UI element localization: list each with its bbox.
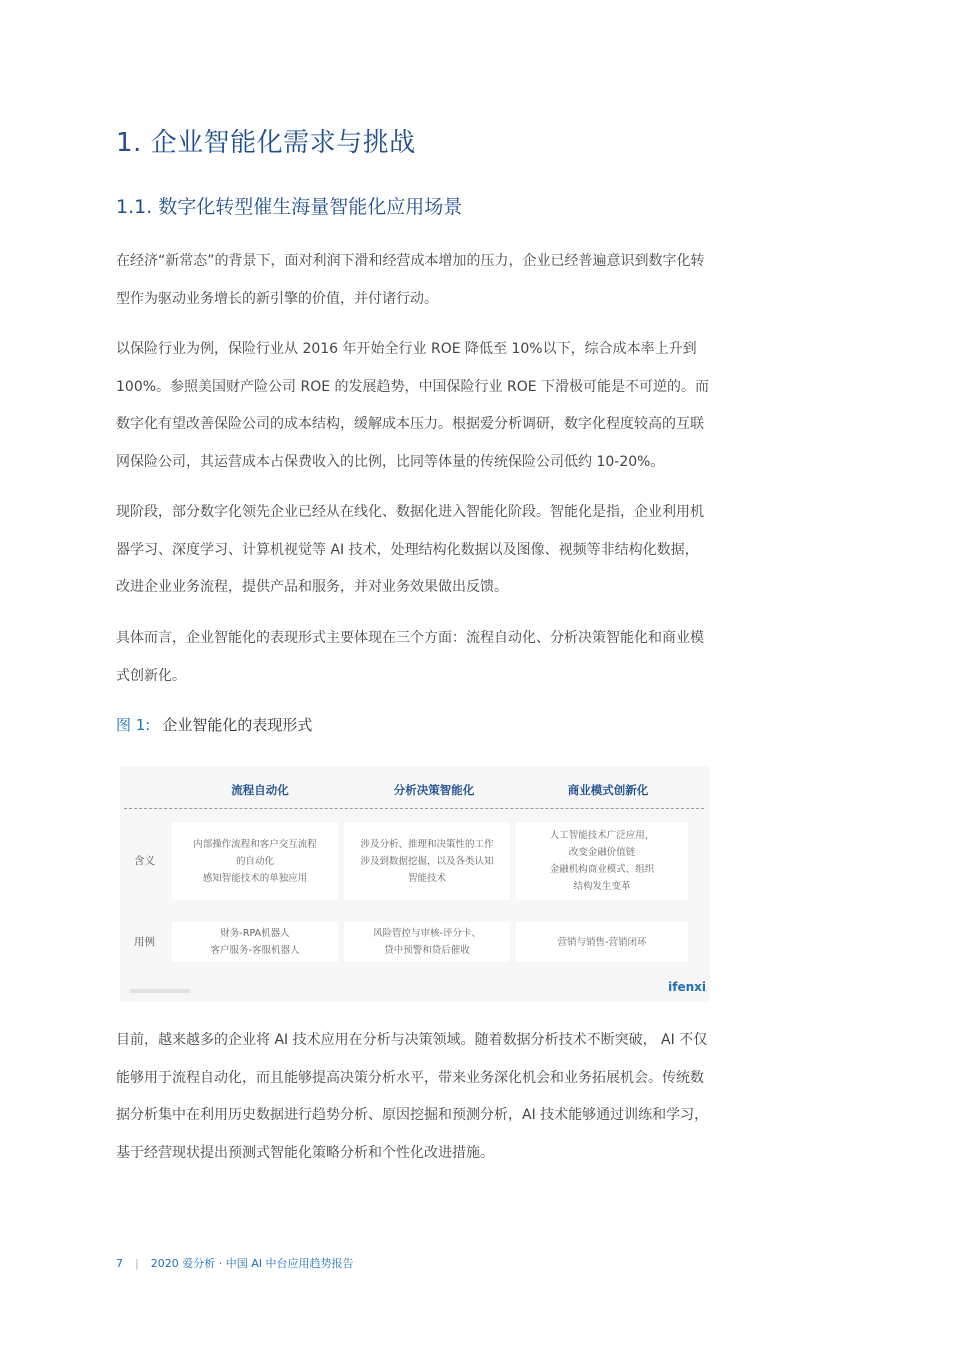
report-title: 2020 爱分析 · 中国 AI 中台应用趋势报告 — [150, 1257, 354, 1270]
figure-column-header: 流程自动化 — [231, 783, 289, 797]
figure-caption — [116, 714, 312, 735]
section-heading: 1. 企业智能化需求与挑战 — [116, 128, 416, 158]
figure-cell-usecase: 财务-RPA机器人 客户服务-客服机器人 — [172, 922, 338, 962]
paragraph-5: 目前，越来越多的企业将 AI 技术应用在分析与决策领域。随着数据分析技术不断突破， AI 不仅能够用于流程自动化，而且能够提高决策分析水平，带来业务深化机会和业务拓展机会。传统数据分析集中在利用历史数据进行趋势分析、原因挖掘和预测分析，AI 技术能够通过训练和学习，基于经营现状提出预测式智能化策略分析和个性化改进措施。 — [116, 1032, 709, 1161]
figure-title: 企业智能化的表现形式 — [162, 716, 313, 734]
figure-source-mark — [130, 989, 190, 993]
figure-cell-usecase: 营销与销售-营销闭环 — [516, 922, 688, 962]
footer-separator: | — [135, 1257, 139, 1270]
ifenxi-logo: ifenxi — [668, 980, 706, 994]
paragraph-3: 现阶段，部分数字化领先企业已经从在线化、数据化进入智能化阶段。智能化是指，企业利用机器学习、深度学习、计算机视觉等 AI 技术，处理结构化数据以及图像、视频等非结构化数据，改进企业业务流程，提供产品和服务，并对业务效果做出反馈。 — [116, 504, 704, 595]
page-footer — [116, 1255, 353, 1271]
figure-cell-meaning: 人工智能技术广泛应用， 改变金融价值链 金融机构商业模式、组织 结构发生变革 — [516, 822, 688, 900]
paragraph-4: 具体而言，企业智能化的表现形式主要体现在三个方面：流程自动化、分析决策智能化和商业模式创新化。 — [116, 630, 704, 684]
figure-table — [120, 766, 710, 1002]
paragraph-1: 在经济“新常态”的背景下，面对利润下滑和经营成本增加的压力，企业已经普遍意识到数字化转型作为驱动业务增长的新引擎的价值，并付诸行动。 — [116, 253, 705, 307]
figure-cell-usecase: 风险管控与审核-评分卡、 贷中预警和贷后催收 — [344, 922, 510, 962]
figure-cell-meaning: 内部操作流程和客户交互流程 的自动化 感知智能技术的单独应用 — [172, 822, 338, 900]
figure-column-header: 分析决策智能化 — [393, 783, 475, 797]
figure-row-label: 含义 — [134, 855, 155, 867]
figure-column-header: 商业模式创新化 — [567, 783, 649, 797]
paragraph-2: 以保险行业为例，保险行业从 2016 年开始全行业 ROE 降低至 10%以下，综合成本率上升到 100%。参照美国财产险公司 ROE 的发展趋势，中国保险行业 ROE 下滑极可能是不可逆的。而数字化有望改善保险公司的成本结构，缓解成本压力。根据爱分析调研，数字化程度较高的互联网保险公司，其运营成本占保费收入的比例，比同等体量的传统保险公司低约 10-20%。 — [116, 341, 710, 470]
figure-row-label: 用例 — [134, 936, 155, 948]
page-number: 7 — [116, 1257, 123, 1270]
subsection-heading: 1.1. 数字化转型催生海量智能化应用场景 — [116, 196, 463, 218]
figure-cell-meaning: 涉及分析、推理和决策性的工作 涉及到数据挖掘，以及各类认知 智能技术 — [344, 822, 510, 900]
figure-number: 图 1: — [116, 716, 151, 734]
figure-divider — [124, 808, 704, 809]
